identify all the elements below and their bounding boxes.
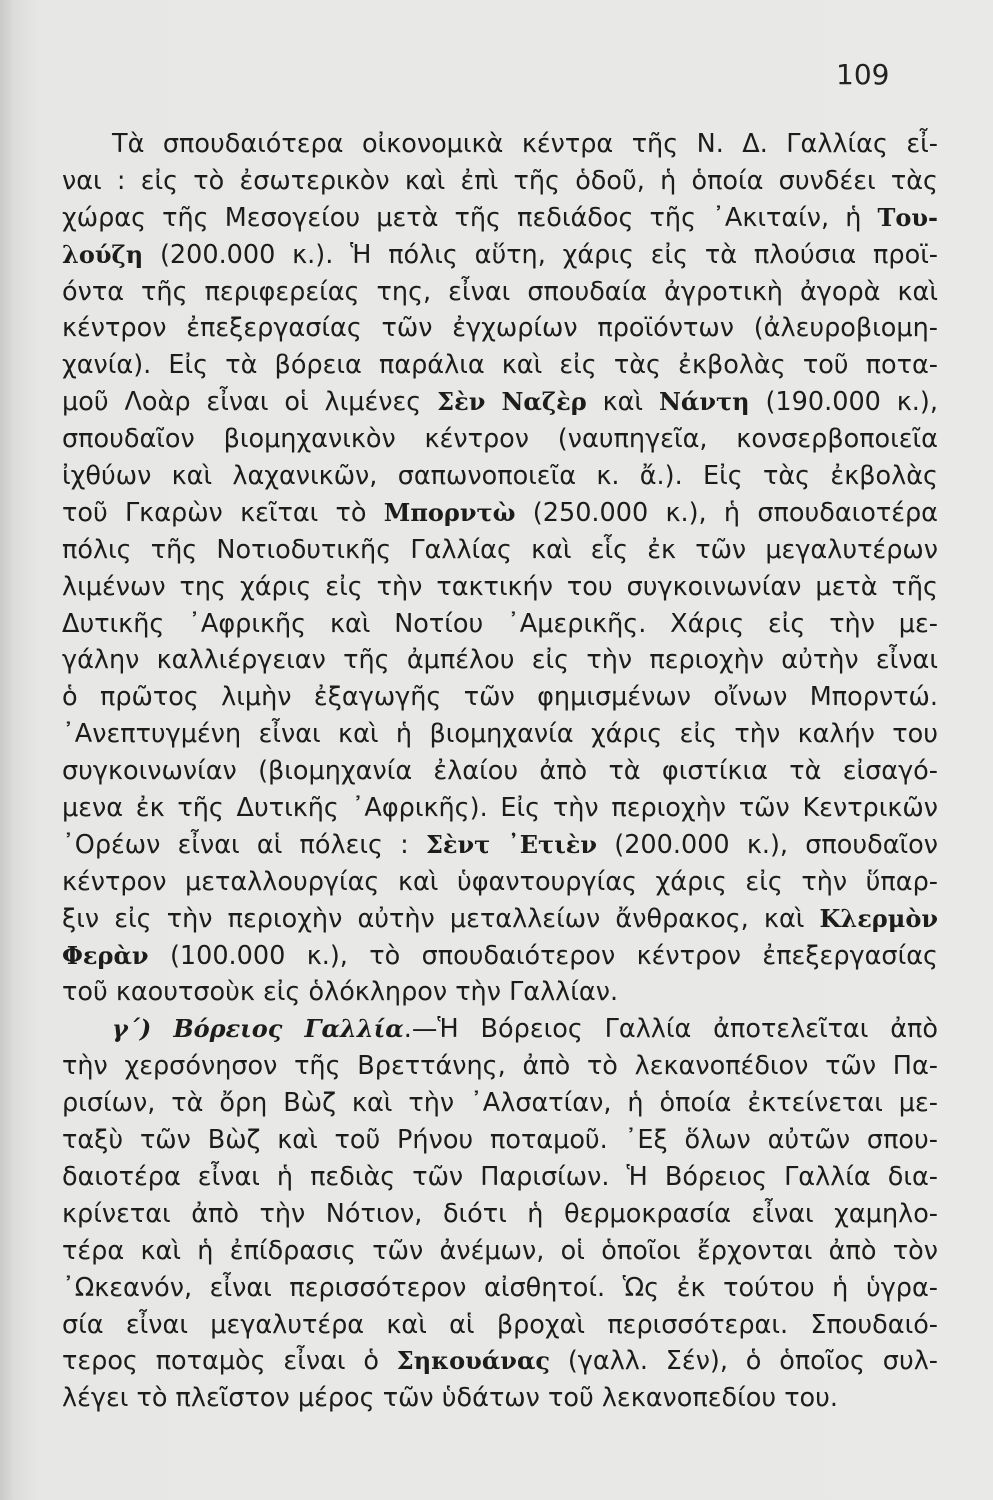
text-run: καὶ [586, 387, 659, 418]
bold-place-name: Μπορντὼ [383, 497, 516, 527]
text-line [62, 421, 938, 458]
text-line [62, 495, 938, 532]
text-run: τοῦ Γκαρὼν κεῖται τὸ [62, 497, 384, 528]
text-line [62, 606, 938, 643]
bold-place-name: Νάντη [658, 387, 750, 417]
text-run: κέντρον μεταλλουργίας καὶ ὑφαντουργίας χάρις εἰς τὴν ὕπαρ- [62, 866, 938, 897]
text-line [62, 163, 938, 200]
text-run: χανία). Εἰς τὰ βόρεια παράλια καὶ εἰς τὰς ἐκβολὰς τοῦ ποτα- [62, 350, 938, 381]
text-line [62, 753, 938, 790]
bold-place-name: λούζη [62, 239, 144, 269]
text-line [62, 864, 938, 901]
text-run: ᾿Ανεπτυγμένη εἶναι καὶ ἡ βιομηχανία χάρις εἰς τὴν καλήν του [62, 719, 938, 750]
body-text [62, 126, 938, 1417]
text-run: όντα τῆς περιφερείας της, εἶναι σπουδαία ἀγροτικὴ ἀγορὰ καὶ [62, 276, 938, 307]
text-run: ναι : εἰς τὸ ἐσωτερικὸν καὶ ἐπὶ τῆς ὁδοῦ, ἡ ὁποία συνδέει τὰς [62, 165, 938, 196]
text-line [62, 1159, 938, 1196]
bold-place-name: Φερὰν [62, 940, 149, 970]
text-run: ταξὺ τῶν Βὼζ καὶ τοῦ Ρήνου ποταμοῦ. ᾿Εξ ὅλων αὐτῶν σπου- [62, 1125, 938, 1156]
text-run: γάλην καλλιέργειαν τῆς ἀμπέλου εἰς τὴν περιοχὴν αὐτὴν εἶναι [62, 645, 938, 676]
text-line [62, 1196, 938, 1233]
text-run: μενα ἐκ τῆς Δυτικῆς ᾿Αφρικῆς). Εἰς τὴν περιοχὴν τῶν Κεντρικῶν [62, 793, 938, 824]
text-run: Τὰ σπουδαιότερα οἰκονομικὰ κέντρα τῆς Ν. Δ. Γαλλίας εἶ- [112, 129, 938, 159]
text-line [62, 1233, 938, 1270]
text-line [62, 790, 938, 827]
text-run: ρισίων, τὰ ὄρη Βὼζ καὶ τὴν ᾿Αλσατίαν, ἡ ὁποία ἐκτείνεται με- [62, 1088, 938, 1119]
text-run: μοῦ Λοὰρ εἶναι οἱ λιμένες [62, 387, 438, 418]
text-run: τοῦ καουτσοὺκ εἰς ὁλόκληρον τὴν Γαλλίαν. [62, 977, 619, 1008]
text-run: (200.000 κ.), σπουδαῖον [597, 829, 938, 860]
text-line [62, 384, 938, 421]
text-line [62, 1343, 938, 1380]
bold-place-name: Σὲντ ᾿Ετιὲν [425, 829, 598, 859]
text-run: (100.000 κ.), τὸ σπουδαιότερον κέντρον ἐπεξεργασίας [148, 940, 938, 971]
text-line [62, 1307, 938, 1344]
text-run: κρίνεται ἀπὸ τὴν Νότιον, διότι ἡ θερμοκρασία εἶναι χαμηλο- [62, 1198, 938, 1229]
text-run: σία εἶναι μεγαλυτέρα καὶ αἱ βροχαὶ περισσότεραι. Σπουδαιό- [62, 1309, 938, 1340]
text-line [62, 716, 938, 753]
bold-place-name: Κλερμὸν [819, 903, 938, 933]
text-run: Δυτικῆς ᾿Αφρικῆς καὶ Νοτίου ᾿Αμερικῆς. Χάρις εἰς τὴν με- [62, 608, 938, 639]
text-line [62, 1085, 938, 1122]
text-run: τέρα καὶ ἡ ἐπίδρασις τῶν ἀνέμων, οἱ ὁποῖοι ἔρχονται ἀπὸ τὸν [62, 1235, 938, 1266]
text-line [62, 679, 938, 716]
text-run: πόλις τῆς Νοτιοδυτικῆς Γαλλίας καὶ εἷς ἐκ τῶν μεγαλυτέρων [62, 534, 938, 565]
text-line [62, 569, 938, 606]
text-run: συγκοινωνίαν (βιομηχανία ἐλαίου ἀπὸ τὰ φιστίκια τὰ εἰσαγό- [62, 756, 938, 787]
text-line [62, 532, 938, 569]
text-line [62, 347, 938, 384]
text-line [62, 642, 938, 679]
text-line [62, 938, 938, 975]
text-line [62, 827, 938, 864]
page-number: 109 [836, 58, 890, 91]
text-line [62, 1270, 938, 1307]
text-line [62, 237, 938, 274]
text-run: τὴν χερσόνησον τῆς Βρεττάνης, ἀπὸ τὸ λεκανοπέδιον τῶν Πα- [62, 1051, 938, 1082]
text-run: ὁ πρῶτος λιμὴν ἐξαγωγῆς τῶν φημισμένων οἴνων Μπορντώ. [62, 682, 938, 713]
text-run: ἰχθύων καὶ λαχανικῶν, σαπωνοποιεῖα κ. ἄ.). Εἰς τὰς ἐκβολὰς [62, 461, 938, 492]
text-line [62, 126, 938, 163]
text-run: (γαλλ. Σέν), ὁ ὁποῖος συλ- [550, 1346, 938, 1377]
text-run: λιμένων της χάρις εἰς τὴν τακτικήν του συγκοινωνίαν μετὰ τῆς [62, 571, 938, 602]
text-run: κέντρον ἐπεξεργασίας τῶν ἐγχωρίων προϊόντων (ἀλευροβιομη- [62, 313, 938, 344]
text-run: (190.000 κ.), [749, 387, 938, 418]
text-line [62, 901, 938, 938]
text-run: σπουδαῖον βιομηχανικὸν κέντρον (ναυπηγεῖα, κονσερβοποιεῖα [62, 424, 938, 455]
bold-place-name: Σηκουάνας [396, 1346, 551, 1376]
section-heading: γ΄) Βόρειος Γαλλία [112, 1014, 404, 1044]
text-line [62, 1122, 938, 1159]
text-line [62, 274, 938, 311]
text-line [62, 1011, 938, 1048]
text-run: .—Ἡ Βόρειος Γαλλία ἀποτελεῖται ἀπὸ [403, 1014, 939, 1045]
text-line [62, 310, 938, 347]
text-run: τερος ποταμὸς εἶναι ὁ [62, 1346, 397, 1377]
text-run: (250.000 κ.), ἡ σπουδαιοτέρα [515, 497, 938, 528]
text-run: λέγει τὸ πλεῖστον μέρος τῶν ὑδάτων τοῦ λεκανοπεδίου του. [62, 1383, 839, 1414]
text-run: ξιν εἰς τὴν περιοχὴν αὐτὴν μεταλλείων ἄνθρακος, καὶ [62, 903, 820, 934]
text-line [62, 200, 938, 237]
text-line [62, 1380, 938, 1417]
text-line [62, 1048, 938, 1085]
text-line [62, 974, 938, 1011]
text-run: δαιοτέρα εἶναι ἡ πεδιὰς τῶν Παρισίων. Ἡ Βόρειος Γαλλία δια- [62, 1161, 938, 1192]
bold-place-name: Του- [877, 202, 938, 232]
bold-place-name: Σὲν Ναζὲρ [437, 387, 587, 417]
text-line [62, 458, 938, 495]
text-run: (200.000 κ.). Ἡ πόλις αὕτη, χάρις εἰς τὰ πλούσια προϊ- [143, 239, 938, 270]
text-run: ᾿Ωκεανόν, εἶναι περισσότερον αἰσθητοί. Ὡς ἐκ τούτου ἡ ὑγρα- [62, 1272, 938, 1303]
text-run: χώρας τῆς Μεσογείου μετὰ τῆς πεδιάδος τῆς ᾿Ακιταίν, ἡ [62, 202, 878, 233]
text-run: ᾿Ορέων εἶναι αἱ πόλεις : [62, 829, 426, 860]
